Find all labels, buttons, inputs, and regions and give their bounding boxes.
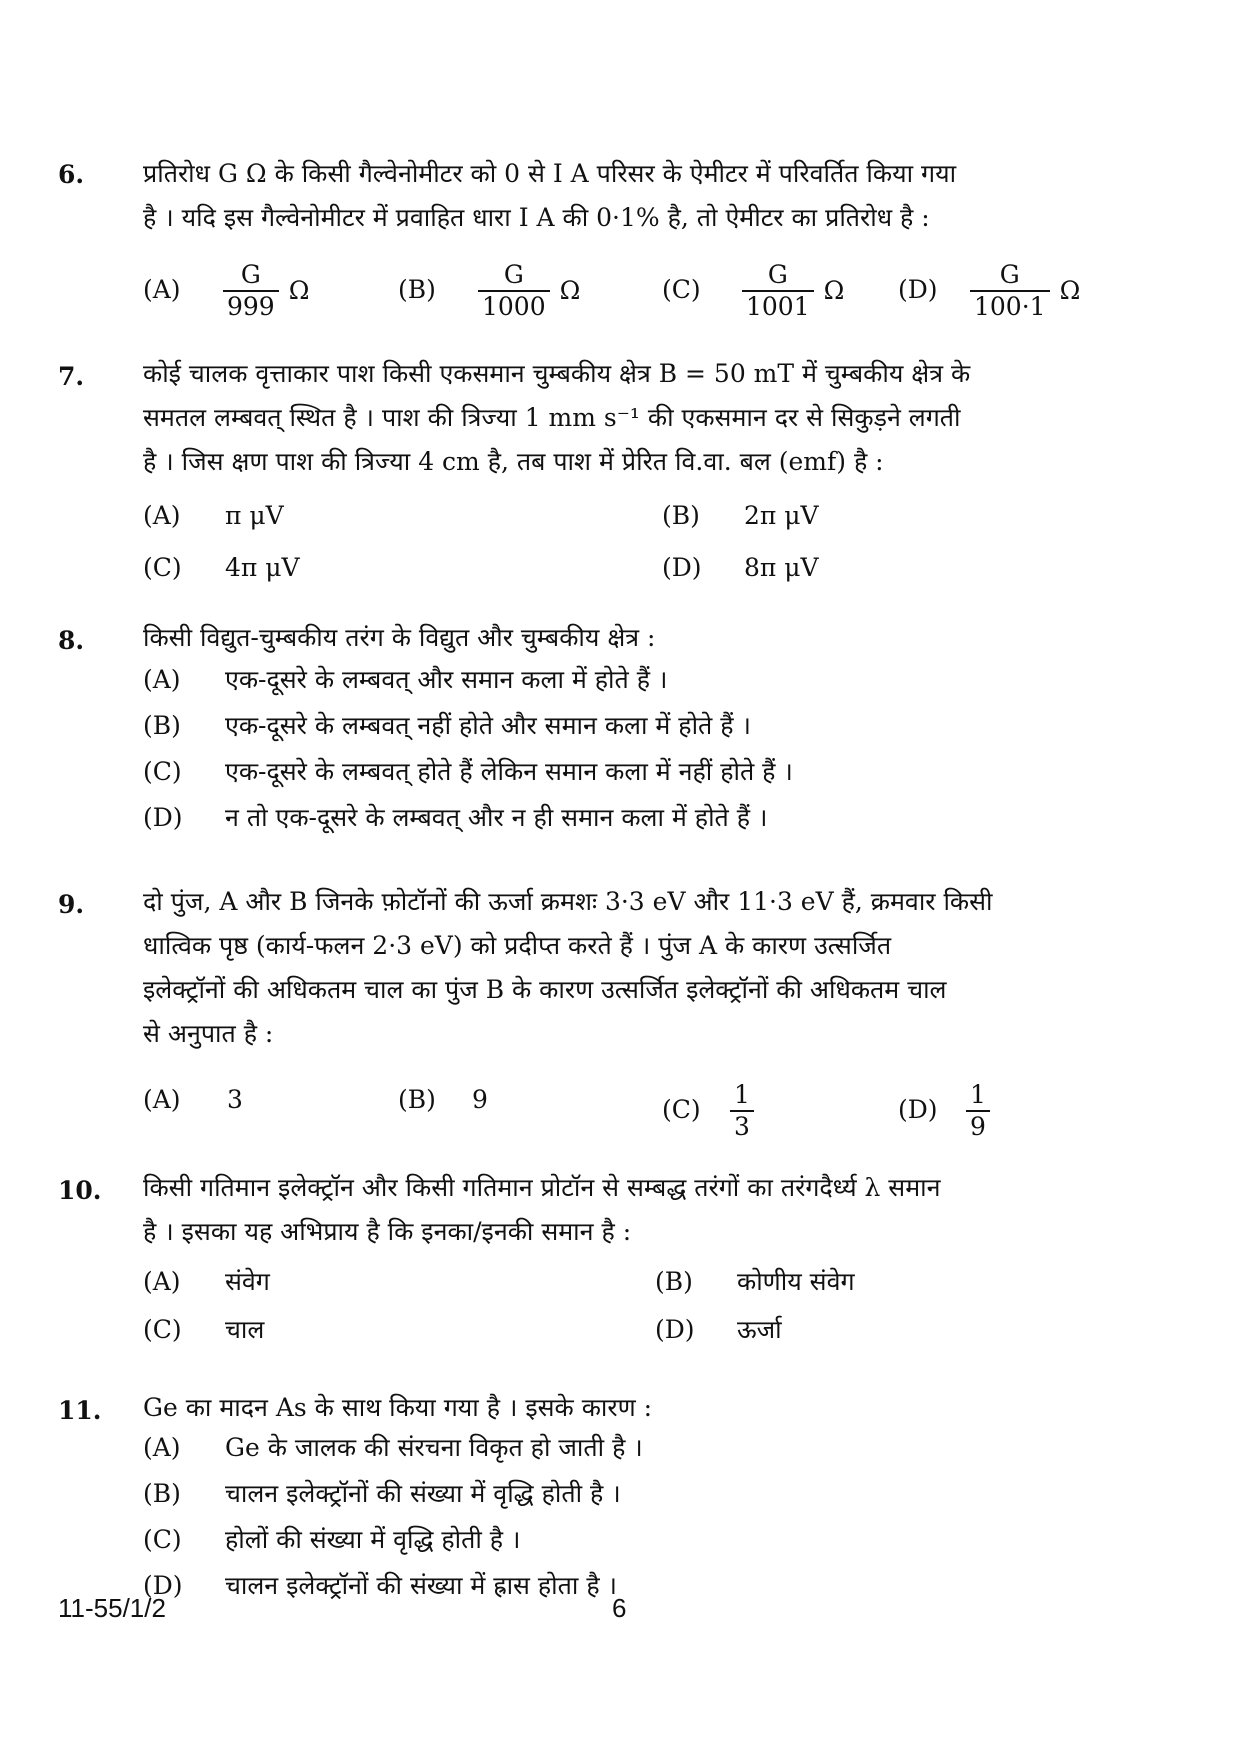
option-label: (A) (143, 1267, 181, 1296)
option-label: (D) (143, 803, 183, 832)
fraction (970, 260, 1050, 322)
option-text: 4π μV (225, 553, 300, 582)
option-label: (C) (143, 1525, 182, 1554)
question-line: इलेक्ट्रॉनों की अधिकतम चाल का पुंज B के कारण उत्सर्जित इलेक्ट्रॉनों की अधिकतम चाल (143, 975, 947, 1004)
fraction-denominator: 1001 (742, 290, 814, 322)
option-label: (A) (143, 274, 181, 304)
option-b (143, 1474, 621, 1514)
question-line: है । इसका यह अभिप्राय है कि इनका/इनकी समान है : (143, 1217, 632, 1246)
option-b (398, 1080, 488, 1120)
question-line: किसी विद्युत-चुम्बकीय तरंग के विद्युत और चुम्बकीय क्षेत्र : (143, 623, 656, 652)
fraction (966, 1080, 990, 1142)
option-c (662, 1080, 764, 1142)
question-line: से अनुपात है : (143, 1019, 274, 1048)
question-number: 7. (58, 362, 85, 391)
unit: Ω (288, 276, 310, 305)
option-label: (C) (143, 1315, 182, 1344)
option-b (655, 1262, 855, 1302)
option-c (143, 1520, 521, 1560)
option-label: (C) (662, 1094, 701, 1124)
fraction-denominator: 3 (730, 1110, 754, 1142)
question-line: समतल लम्बवत् स्थित है । पाश की त्रिज्या 1 mm s⁻¹ की एकसमान दर से सिकुड़ने लगती (143, 403, 961, 432)
fraction-denominator: 999 (223, 290, 279, 322)
option-text: कोणीय संवेग (737, 1267, 855, 1296)
page-number: 6 (612, 1593, 627, 1623)
option-label: (B) (143, 711, 181, 740)
question-line: कोई चालक वृत्ताकार पाश किसी एकसमान चुम्बकीय क्षेत्र B = 50 mT में चुम्बकीय क्षेत्र के (143, 359, 971, 388)
option-label: (B) (655, 1267, 693, 1296)
fraction (730, 1080, 754, 1142)
option-b (662, 496, 819, 536)
option-text: ऊर्जा (737, 1315, 782, 1344)
option-label: (A) (143, 1433, 181, 1462)
option-label: (D) (898, 1094, 938, 1124)
option-label: (C) (662, 274, 701, 304)
option-text: चाल (225, 1315, 265, 1344)
question-text (143, 880, 1113, 1056)
option-text: π μV (225, 501, 284, 530)
fraction-numerator: G (767, 260, 788, 289)
question-number: 10. (58, 1176, 102, 1205)
option-text: चालन इलेक्ट्रॉनों की संख्या में वृद्धि होती है । (225, 1479, 621, 1508)
option-c (662, 260, 844, 322)
option-label: (B) (143, 1479, 181, 1508)
option-a (143, 660, 667, 700)
option-d (655, 1310, 782, 1350)
question-text (143, 1166, 1113, 1254)
option-d (898, 1080, 1000, 1142)
question-line: किसी गतिमान इलेक्ट्रॉन और किसी गतिमान प्रोटॉन से सम्बद्ध तरंगों का तरंगदैर्ध्य λ समान (143, 1173, 941, 1202)
question-line: है । यदि इस गैल्वेनोमीटर में प्रवाहित धारा I A की 0·1% है, तो ऐमीटर का प्रतिरोध है : (143, 203, 930, 232)
option-text: 2π μV (744, 501, 819, 530)
unit: Ω (1059, 276, 1081, 305)
fraction (223, 260, 279, 322)
option-label: (D) (662, 553, 702, 582)
option-label: (B) (662, 501, 700, 530)
option-label: (D) (655, 1315, 695, 1344)
question-number: 6. (58, 160, 85, 189)
question-line: धात्विक पृष्ठ (कार्य-फलन 2·3 eV) को प्रदीप्त करते हैं । पुंज A के कारण उत्सर्जित (143, 931, 892, 960)
option-b (143, 706, 751, 746)
fraction-numerator: G (240, 260, 261, 289)
question-number: 9. (58, 890, 85, 919)
option-text: एक-दूसरे के लम्बवत् नहीं होते और समान कला में होते हैं । (225, 711, 751, 740)
unit: Ω (559, 276, 581, 305)
question-number: 11. (58, 1396, 102, 1425)
option-a (143, 1262, 270, 1302)
paper-code: 11-55/1/2 (58, 1593, 166, 1623)
option-text: एक-दूसरे के लम्बवत् होते हैं लेकिन समान कला में नहीं होते हैं । (225, 757, 793, 786)
fraction-numerator: G (999, 260, 1020, 289)
fraction-denominator: 100·1 (970, 290, 1050, 322)
question-line: प्रतिरोध G Ω के किसी गैल्वेनोमीटर को 0 से I A परिसर के ऐमीटर में परिवर्तित किया गया (143, 159, 957, 188)
option-d (662, 548, 819, 588)
fraction-denominator: 9 (966, 1110, 990, 1142)
fraction-denominator: 1000 (478, 290, 550, 322)
option-label: (C) (143, 757, 182, 786)
option-text: होलों की संख्या में वृद्धि होती है । (225, 1525, 521, 1554)
option-c (143, 548, 300, 588)
option-d (143, 1566, 617, 1606)
option-a (143, 496, 284, 536)
question-text (143, 616, 1113, 660)
option-d (898, 260, 1080, 322)
fraction-numerator: 1 (734, 1080, 750, 1109)
option-text: संवेग (225, 1267, 270, 1296)
option-text: 3 (227, 1085, 243, 1114)
option-text: चालन इलेक्ट्रॉनों की संख्या में ह्रास होता है । (225, 1571, 618, 1600)
fraction-numerator: G (503, 260, 524, 289)
option-text: 8π μV (744, 553, 819, 582)
question-line: है । जिस क्षण पाश की त्रिज्या 4 cm है, तब पाश में प्रेरित वि.वा. बल (emf) है : (143, 447, 884, 476)
question-text (143, 352, 1113, 484)
option-text: Ge के जालक की संरचना विकृत हो जाती है । (225, 1433, 643, 1462)
option-label: (A) (143, 665, 181, 694)
option-a (143, 260, 309, 322)
option-b (398, 260, 580, 322)
option-text: एक-दूसरे के लम्बवत् और समान कला में होते हैं । (225, 665, 668, 694)
option-label: (B) (398, 274, 436, 304)
option-label: (D) (898, 274, 938, 304)
option-label: (B) (398, 1085, 436, 1114)
fraction (478, 260, 550, 322)
question-line: दो पुंज, A और B जिनके फ़ोटॉनों की ऊर्जा क्रमशः 3·3 eV और 11·3 eV हैं, क्रमवार किसी (143, 887, 993, 916)
option-c (143, 752, 793, 792)
option-label: (A) (143, 1085, 181, 1114)
option-a (143, 1080, 243, 1120)
option-text: 9 (472, 1085, 488, 1114)
option-label: (A) (143, 501, 181, 530)
option-label: (C) (143, 553, 182, 582)
option-label: (D) (143, 1571, 183, 1600)
fraction-numerator: 1 (970, 1080, 986, 1109)
option-a (143, 1428, 643, 1468)
option-text: न तो एक-दूसरे के लम्बवत् और न ही समान कला में होते हैं । (225, 803, 768, 832)
option-c (143, 1310, 264, 1350)
unit: Ω (823, 276, 845, 305)
question-number: 8. (58, 626, 85, 655)
question-text (143, 152, 1113, 240)
fraction (742, 260, 814, 322)
option-d (143, 798, 767, 838)
question-line: Ge का मादन As के साथ किया गया है । इसके कारण : (143, 1393, 653, 1422)
question-text (143, 1386, 1113, 1430)
